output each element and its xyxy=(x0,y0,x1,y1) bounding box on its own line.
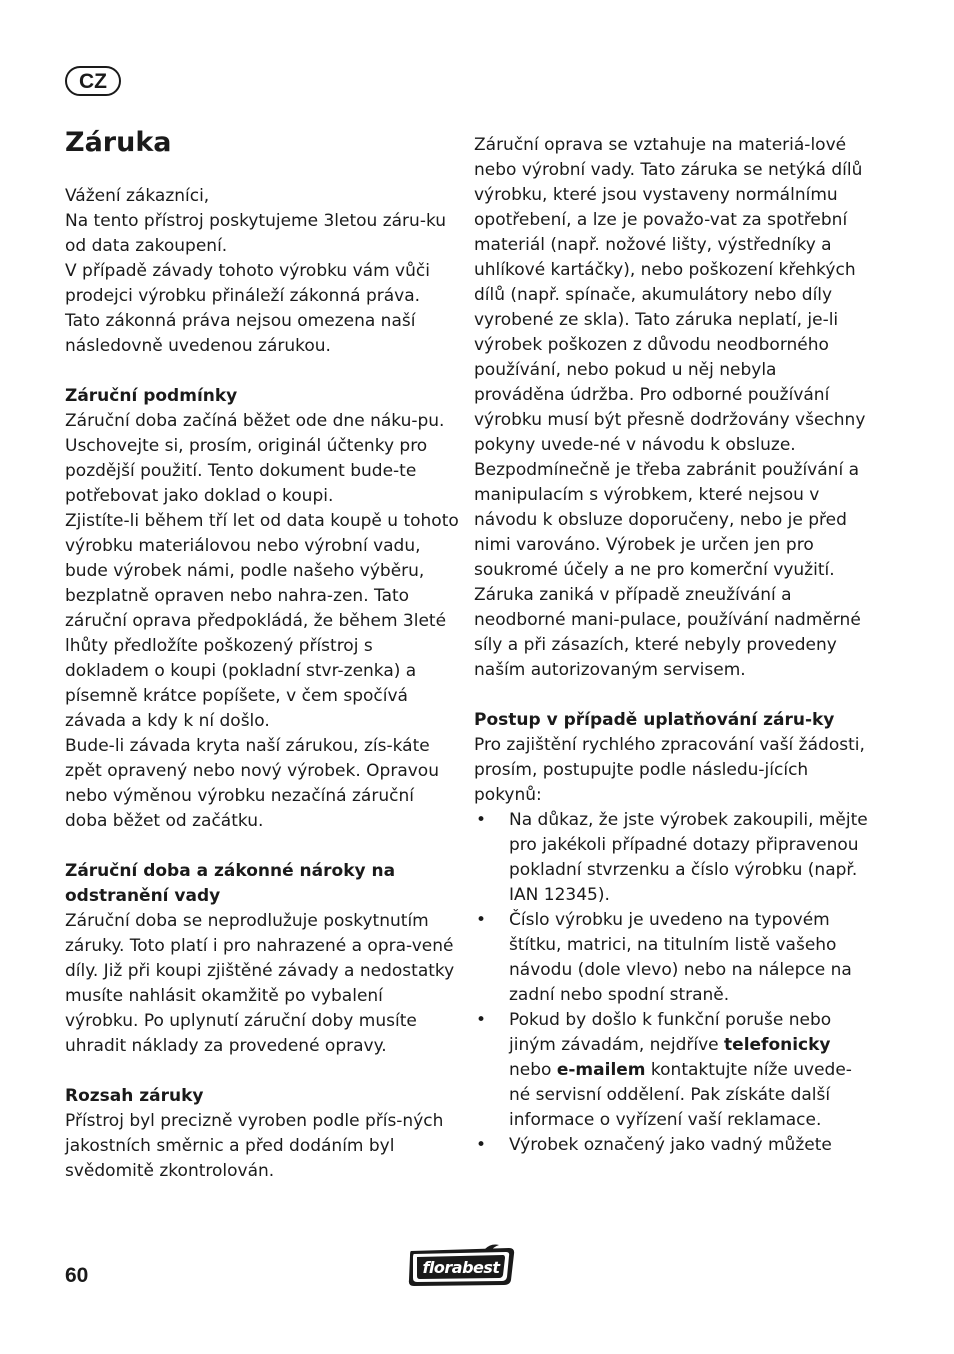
conditions-paragraph: Zjistíte-li během tří let od data koupě u tohoto výrobku materiálovou nebo výrobní vadu, bude výrobek námi, podle našeho výběru, bezplatně opraven nebo nahra-zen. Tato záruční oprava předpokládá, že během 3leté lhůty předložíte poškozený přístroj s dokladem o koupi (pokladní stvr-zenka) a písemně krátce popíšete, v čem spočívá závada a kdy k ní došlo. xyxy=(65,511,459,731)
email-emphasis: e-mailem xyxy=(556,1060,646,1080)
right-column xyxy=(474,133,869,1158)
bullet-text: nebo xyxy=(509,1060,552,1080)
scope-paragraph: Přístroj byl precizně vyroben podle přís-ných jakostních směrnic a před dodáním byl svědomitě zkontrolován. xyxy=(65,1111,444,1181)
period-paragraph: Záruční doba se neprodlužuje poskytnutím záruky. Toto platí i pro nahrazené a opra-vené díly. Již při koupi zjištěné závady a nedostatky musíte nahlásit okamžitě po vybalení výrobku. Po uplynutí záruční doby musíte uhradit náklady za provedené opravy. xyxy=(65,911,455,1056)
list-item xyxy=(474,1008,869,1133)
bullet-text: kontaktujte níže uvede-né servisní oddělení. Pak získáte další informace o vyřízení vaší reklamace. xyxy=(509,1060,852,1130)
greeting: Vážení zákazníci, xyxy=(65,186,210,206)
phone-emphasis: telefonicky xyxy=(724,1035,831,1055)
intro-warranty: Na tento přístroj poskytujeme 3letou záru-ku od data zakoupení. xyxy=(65,211,447,256)
procedure-intro: Pro zajištění rychlého zpracování vaší žádosti, prosím, postupujte podle následu-jících pokynů: xyxy=(474,735,865,805)
svg-text:florabest: florabest xyxy=(422,1258,500,1277)
list-item: • Výrobek označený jako vadný můžete xyxy=(474,1133,869,1158)
page-number: 60 xyxy=(65,1264,89,1287)
conditions-paragraph: Záruční doba začíná běžet ode dne náku-pu. Uschovejte si, prosím, originál účtenky pro pozdější použití. Tento dokument bude-te potřebovat jako doklad o koupi. xyxy=(65,411,445,506)
language-badge-label: CZ xyxy=(79,69,107,93)
list-item: • Číslo výrobku je uvedeno na typovém štítku, matrici, na titulním listě vašeho návodu (dole vlevo) nebo na nálepce na zadní nebo spodní straně. xyxy=(474,908,869,1008)
procedure-list xyxy=(474,808,869,1158)
conditions-paragraph: Bude-li závada kryta naší zárukou, zís-káte zpět opravený nebo nový výrobek. Opravou nebo výměnou výrobku nezačíná záruční doba běžet od začátku. xyxy=(65,736,439,831)
page-title: Záruka xyxy=(65,127,172,158)
bullet-text: Pokud by došlo k funkční poruše nebo jiným závadám, nejdříve xyxy=(509,1010,832,1055)
intro-rights: V případě závady tohoto výrobku vám vůči prodejci výrobku přináleží zákonná práva. Tato zákonná práva nejsou omezena naší následovně uvedenou zárukou. xyxy=(65,261,430,356)
language-badge xyxy=(65,66,121,96)
period-heading: Záruční doba a zákonné nároky na odstranění vady xyxy=(65,861,396,906)
procedure-heading: Postup v případě uplatňování záru-ky xyxy=(474,710,835,730)
scope-heading: Rozsah záruky xyxy=(65,1086,204,1106)
florabest-logo xyxy=(405,1243,519,1289)
conditions-heading: Záruční podmínky xyxy=(65,386,238,406)
list-item: • Na důkaz, že jste výrobek zakoupili, mějte pro jakékoli případné dotazy připravenou pokladní stvrzenku a číslo výrobku (např. IAN 12345). xyxy=(474,808,869,908)
scope-continued-paragraph: Záruční oprava se vztahuje na materiá-lové nebo výrobní vady. Tato záruka se netýká dílů výrobku, které jsou vystaveny normálnímu opotřebení, a lze je považo-vat za spotřební materiál (např. nožové lišty, výstředníky a uhlíkové kartáčky), nebo poškození křehkých dílů (např. spínače, akumulátory nebo díly vyrobené ze skla). Tato záruka neplatí, je-li výrobek poškozen z důvodu neodborného používání, nebo pokud u něj nebyla prováděna údržba. Pro odborné používání výrobku musí být přesně dodržovány všechny pokyny uvede-né v návodu k obsluze. Bezpodmínečně je třeba zabránit používání a manipulacím s výrobkem, které nejsou v návodu k obsluze doporučeny, nebo je před nimi varováno. Výrobek je určen jen pro soukromé účely a ne pro komerční využití. Záruka zaniká v případě zneužívání a neodborné mani-pulace, používání nadměrné síly a při zásazích, které nebyly provedeny naším autorizovaným servisem. xyxy=(474,135,866,680)
left-column xyxy=(65,184,460,1184)
